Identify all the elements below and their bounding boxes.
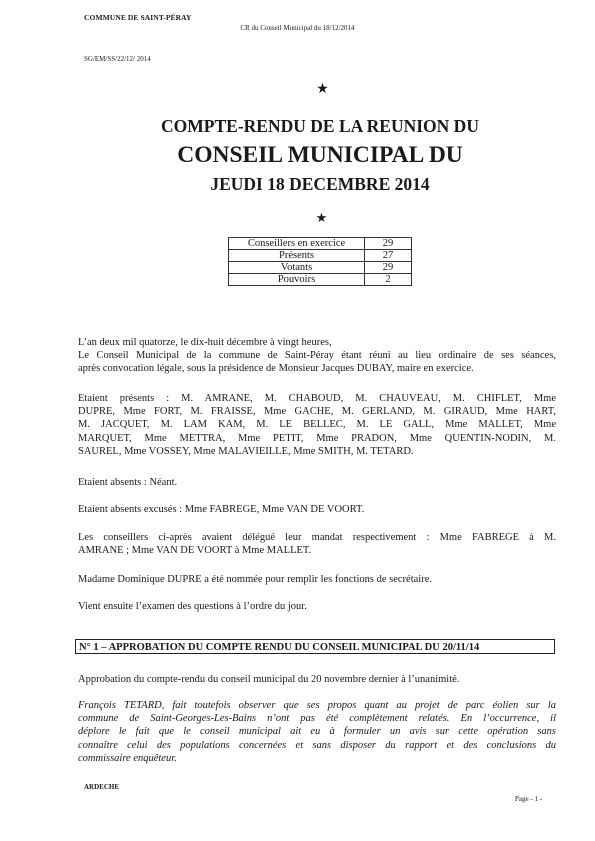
stat-value: 29 [365,238,412,250]
attendance-table [228,237,412,286]
star-icon: ★ [315,210,328,225]
presents-line: MARQUET, Mme METTRA, Mme PETIT, Mme PRADON, Mme QUENTIN-NODIN, M. [78,432,556,444]
title-line-2: CONSEIL MUNICIPAL DU [177,142,463,168]
presents-line: Etaient présents : M. AMRANE, M. CHABOUD, M. CHAUVEAU, M. CHIFLET, Mme [78,393,556,404]
stat-label: Votants [229,262,365,274]
presents-line: M. JACQUET, M. LAM KAM, M. LE BELLEC, M. LE GALL, Mme MALLET, Mme [78,419,556,431]
title-line-3: JEUDI 18 DECEMBRE 2014 [210,174,430,194]
section-heading: N° 1 – APPROBATION DU COMPTE RENDU DU CONSEIL MUNICIPAL DU 20/11/14 [75,639,555,654]
remark-line: commissaire enquêteur. [78,752,177,764]
stat-value: 2 [365,274,412,286]
star-icon: ★ [316,82,329,97]
intro-line: L’an deux mil quatorze, le dix-huit décembre à vingt heures, [78,337,332,348]
document-running-title: CR du Conseil Municipal du 18/12/2014 [240,24,355,32]
stat-label: Conseillers en exercice [229,238,365,250]
intro-paragraph [78,336,556,376]
remark-paragraph [78,699,556,765]
footer-department: ARDECHE [84,783,120,791]
stat-label: Présents [229,250,365,262]
remark-line: déplore le fait que le conseil municipal ait eu à formuler un avis sur cette opération sans [78,726,556,738]
stat-value: 29 [365,262,412,274]
table-row [229,238,412,250]
document-reference: SG/EM/SS/22/12/ 2014 [84,55,151,63]
intro-line: après convocation légale, sous la présidence de Monsieur Jacques DUBAY, maire en exercice. [78,363,474,375]
table-row [229,250,412,262]
mandats-line: Les conseillers ci-après avaient délégué leur mandat respectivement : Mme FABREGE à M. [78,532,556,543]
stat-value: 27 [365,250,412,262]
remark-line: François TETARD, fait toutefois observer que ses propos quant au projet de parc éolien sur la [78,700,556,711]
remark-line: commune de Saint-Georges-Les-Bains n’ont pas été complètement relatés. En l’occurrence, il [78,713,556,725]
approval-text: Approbation du compte-rendu du conseil municipal du 20 novembre dernier à l’unanimité. [78,674,460,685]
mandats-line: AMRANE ; Mme VAN DE VOORT à Mme MALLET. [78,545,312,557]
remark-line: connaître celui des populations concernées et sans disposer du rapport et des conclusions du [78,739,556,751]
presents-line: DUPRE, Mme FORT, M. FRAISSE, Mme GACHE, M. GERLAND, M. GIRAUD, Mme HART, [78,406,556,418]
secretaire-text: Madame Dominique DUPRE a été nommée pour remplir les fonctions de secrétaire. [78,574,432,585]
presents-line: SAUREL, Mme VOSSEY, Mme MALAVIEILLE, Mme SMITH, M. TETARD. [78,445,414,457]
mandats-paragraph [78,531,556,557]
presents-paragraph [78,392,556,458]
excuses-text: Etaient absents excusés : Mme FABREGE, Mme VAN DE VOORT. [78,504,365,515]
page-number: Page - 1 - [515,795,543,803]
table-row [229,262,412,274]
table-row [229,274,412,286]
absents-text: Etaient absents : Néant. [78,477,178,488]
title-line-1: COMPTE-RENDU DE LA REUNION DU [161,116,479,136]
ordre-du-jour-text: Vient ensuite l’examen des questions à l’ordre du jour. [78,601,307,612]
commune-name: COMMUNE DE SAINT-PÉRAY [84,13,192,22]
intro-line: Le Conseil Municipal de la commune de Saint-Péray étant réuni au lieu ordinaire de ses séances, [78,350,556,362]
stat-label: Pouvoirs [229,274,365,286]
